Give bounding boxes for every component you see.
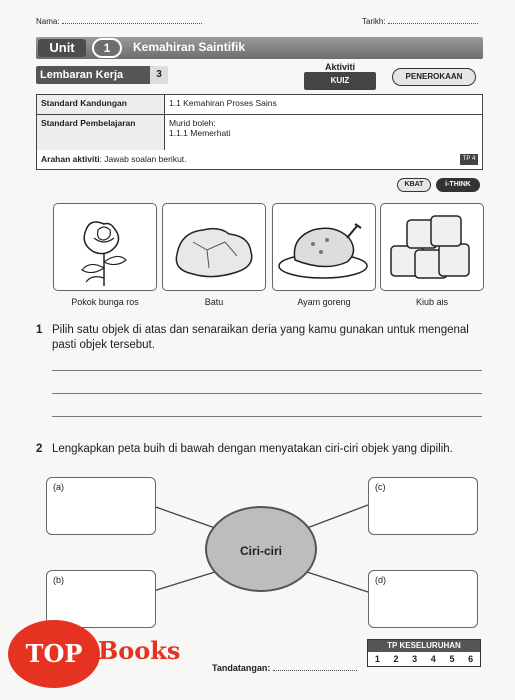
learning-line-2: 1.1.1 Memerhati [169,128,231,138]
name-label: Nama: [36,17,60,26]
tp-level[interactable]: 4 [430,654,436,664]
question-2-text: Lengkapkan peta buih di bawah dengan menyatakan ciri-ciri objek yang dipilih. [52,443,453,455]
tp-level[interactable]: 5 [449,654,455,664]
question-1-text: Pilih satu objek di atas dan senaraikan deria yang kamu gunakan untuk mengenal pasti objek tersebut. [52,324,469,351]
tp-overall-label: TP KESELURUHAN [368,640,480,652]
question-number: 2 [36,443,43,455]
worksheet-number: 3 [150,66,168,84]
tp-level[interactable]: 6 [468,654,474,664]
unit-number: 1 [92,38,122,58]
bubble-box-label: (a) [53,482,64,492]
tp-level[interactable]: 3 [412,654,418,664]
object-label: Kiub ais [415,297,449,307]
bubble-box-label: (b) [53,575,64,585]
logo-top: TOP [8,620,100,688]
object-label: Pokok bunga ros [71,297,139,307]
kbat-badge: KBAT [397,178,431,192]
worksheet-label: Lembaran Kerja [36,66,168,84]
object-label: Ayam goreng [297,297,351,307]
bubble-box-label: (d) [375,575,386,585]
bubble-map-center: Ciri-ciri [205,506,317,592]
logo-books: Books [98,636,181,665]
tp-level[interactable]: 1 [374,654,380,664]
content-standard-value: 1.1 Kemahiran Proses Sains [165,95,483,115]
learning-standard-label: Standard Pembelajaran [37,115,165,151]
question-number: 1 [36,324,43,336]
unit-title: Kemahiran Saintifik [133,40,246,54]
tp-overall-box [367,639,481,667]
tp-badge: TP 4 [460,154,478,165]
tp-level[interactable]: 2 [393,654,399,664]
penerokaan-tag: PENEROKAAN [392,68,476,86]
unit-label: Unit [38,39,86,57]
bubble-box-c[interactable] [368,477,478,535]
instruction-label: Arahan aktiviti [41,154,100,164]
ithink-badge: i-THINK [436,178,480,192]
content-standard-label: Standard Kandungan [37,95,165,115]
learning-line-1: Murid boleh: [169,118,216,128]
bubble-box-label: (c) [375,482,386,492]
signature-label: Tandatangan: [212,663,271,673]
bubble-box-a[interactable] [46,477,156,535]
bubble-box-d[interactable] [368,570,478,628]
tp-levels [368,652,480,666]
object-label: Batu [204,297,224,307]
date-label: Tarikh: [362,17,386,26]
bubble-box-b[interactable] [46,570,156,628]
activity-type: KUIZ [330,76,350,85]
signature-field [212,663,357,673]
instruction-text: : Jawab soalan berikut. [99,154,187,164]
activity-label: Aktiviti [324,62,355,72]
